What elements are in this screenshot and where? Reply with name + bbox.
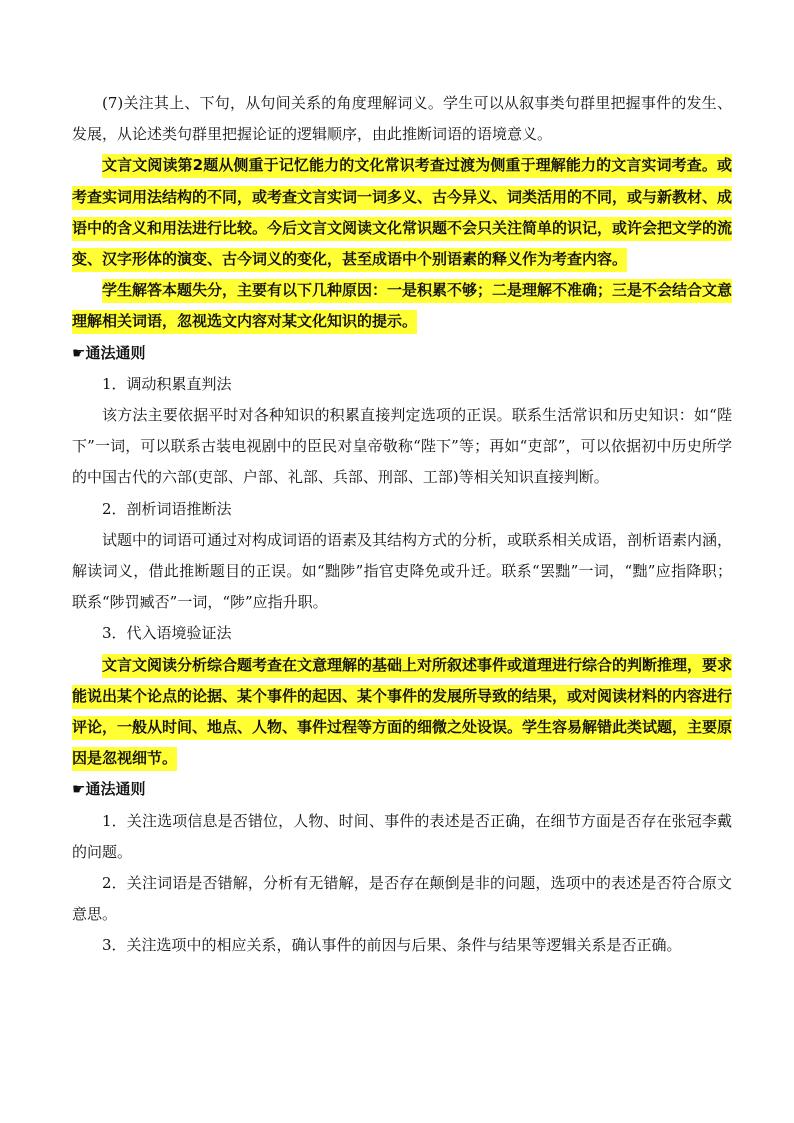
rule-heading	[72, 338, 732, 369]
method-2-body: 试题中的词语可通过对构成词语的语素及其结构方式的分析，或联系相关成语，剖析语素内涵，解读词义，借此推断题目的正误。如“黜陟”指官吏降免或升迁。联系“罢黜”一词，“黜”应指降职；联系“陟罚臧否”一词，“陟”应指升职。	[72, 530, 733, 612]
highlighted-synthesis-paragraph	[72, 650, 732, 775]
highlight-text: 文言文阅读第2题从侧重于记忆能力的文化常识考查过渡为侧重于理解能力的文言实词考查。或考查实词用法结构的不同，或考查文言实词一词多义、古今异义、词类活用的不同，或与新教材、成语中的含义和用法进行比较。今后文言文阅读文化常识题不会只关注简单的识记，或许会把文学的流变、汉字形体的演变、古今词义的变化，甚至成语中个别语素的释义作为考查内容。	[72, 154, 732, 272]
rule-item-2: 2．关注词语是否错解，分析有无错解，是否存在颠倒是非的问题，选项中的表述是否符合原文意思。	[72, 874, 732, 924]
paragraph-tip-7: (7)关注其上、下句，从句间关系的角度理解词义。学生可以从叙事类句群里把握事件的发生、发展，从论述类句群里把握论证的逻辑顺序，由此推断词语的语境意义。	[72, 94, 732, 144]
method-1-body: 该方法主要依据平时对各种知识的积累直接判定选项的正误。联系生活常识和历史知识：如“陛下”一词，可以联系古装电视剧中的臣民对皇帝敬称“陛下”等；再如“吏部”，可以依据初中历史所学的中国古代的六部(吏部、户部、礼部、兵部、刑部、工部)等相关知识直接判断。	[72, 406, 732, 487]
method-3-title: 3．代入语境验证法	[102, 624, 232, 643]
rule-item-3: 3．关注选项中的相应关系，确认事件的前因与后果、条件与结果等逻辑关系是否正确。	[102, 936, 682, 955]
highlighted-analysis-paragraph	[72, 150, 732, 275]
rule-heading-text: 通法通则	[85, 343, 146, 362]
method-1-title: 1．调动积累直判法	[102, 374, 232, 393]
rule-heading-text: 通法通则	[85, 780, 146, 799]
rule-heading	[72, 774, 732, 805]
rule-item-1: 1．关注选项信息是否错位，人物、时间、事件的表述是否正确，在细节方面是否存在张冠李戴的问题。	[72, 811, 732, 861]
highlight-text: 学生解答本题失分，主要有以下几种原因：一是积累不够；二是理解不准确；三是不会结合文意理解相关词语，忽视选文内容对某文化知识的提示。	[72, 279, 732, 334]
pointing-hand-icon: ☛	[72, 343, 86, 362]
highlight-text: 文言文阅读分析综合题考查在文意理解的基础上对所叙述事件或道理进行综合的判断推理，要求能说出某个论点的论据、某个事件的起因、某个事件的发展所导致的结果，或对阅读材料的内容进行评论，一般从时间、地点、人物、事件过程等方面的细微之处设误。学生容易解错此类试题，主要原因是忽视细节。	[72, 654, 732, 772]
pointing-hand-icon: ☛	[72, 780, 86, 799]
method-2-title: 2．剖析词语推断法	[102, 499, 232, 518]
highlighted-error-reasons	[72, 275, 732, 337]
